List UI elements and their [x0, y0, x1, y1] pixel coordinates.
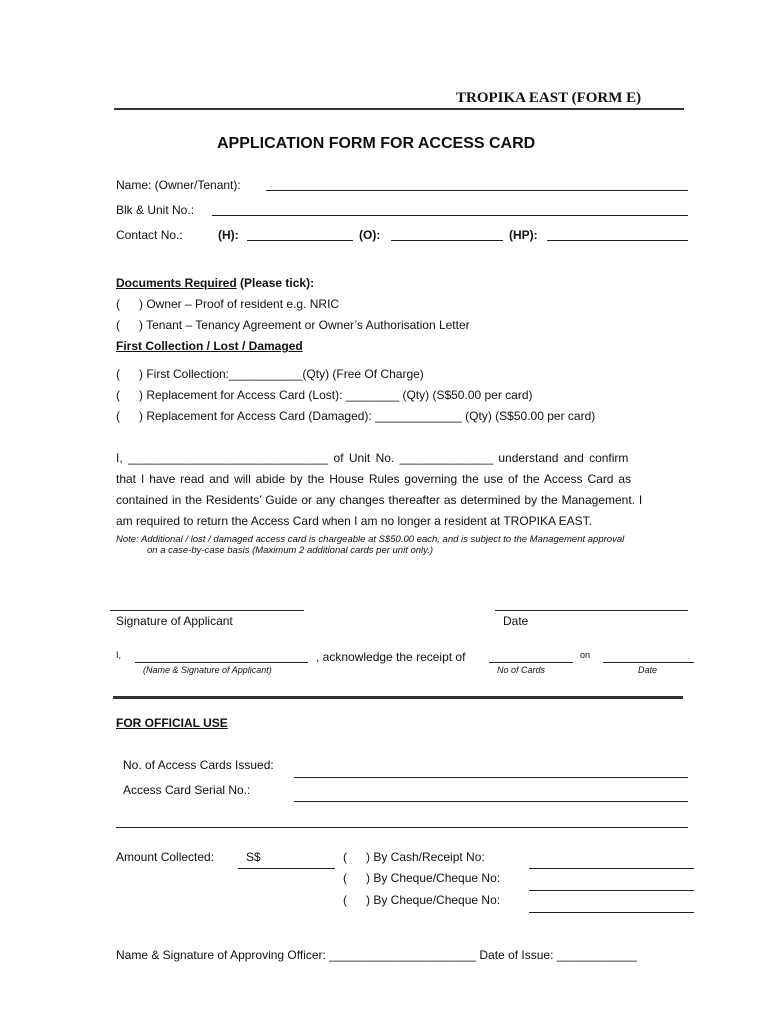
- collection-heading: First Collection / Lost / Damaged: [116, 339, 303, 353]
- cheque-no-field-2[interactable]: [529, 912, 694, 913]
- contact-label: Contact No.:: [116, 228, 183, 242]
- on-text: on: [580, 650, 591, 660]
- lost-checkbox[interactable]: (: [116, 388, 120, 402]
- header-rule: [114, 108, 684, 110]
- receipt-date-line[interactable]: [603, 662, 694, 663]
- name-label: Name: (Owner/Tenant):: [116, 178, 241, 192]
- office-phone-label: (O):: [359, 228, 381, 242]
- office-phone-field[interactable]: [391, 240, 503, 241]
- name-field[interactable]: [266, 190, 688, 191]
- blk-unit-field[interactable]: [212, 215, 688, 216]
- damaged-checkbox[interactable]: (: [116, 409, 120, 423]
- note-line-2: on a case-by-case basis (Maximum 2 additional cards per unit only.): [147, 545, 434, 556]
- section-divider: [113, 696, 683, 699]
- documents-heading-suffix: (Please tick):: [240, 276, 315, 290]
- official-heading: FOR OFFICIAL USE: [116, 716, 228, 730]
- receipt-name-line[interactable]: [135, 662, 308, 663]
- receipt-i: I,: [116, 650, 122, 660]
- page-title: APPLICATION FORM FOR ACCESS CARD: [217, 135, 536, 152]
- date-label: Date: [503, 614, 529, 628]
- serial-field[interactable]: [294, 801, 688, 802]
- serial-label: Access Card Serial No.:: [123, 783, 251, 797]
- cash-checkbox[interactable]: (: [343, 850, 347, 864]
- documents-heading: [116, 276, 314, 290]
- handphone-label: (HP):: [509, 228, 538, 242]
- acknowledge-text: , acknowledge the receipt of: [316, 650, 466, 664]
- declaration-line-4: am required to return the Access Card when I am no longer a resident at TROPIKA EAST.: [116, 514, 593, 528]
- cheque-option-1: ) By Cheque/Cheque No:: [366, 871, 501, 885]
- date-line[interactable]: [495, 610, 688, 611]
- date-caption: Date: [638, 665, 658, 675]
- cheque-no-field-1[interactable]: [529, 890, 694, 891]
- blk-label: Blk & Unit No.:: [116, 203, 195, 217]
- home-phone-label: (H):: [218, 228, 239, 242]
- amount-field[interactable]: [238, 868, 335, 869]
- approving-officer-line: Name & Signature of Approving Officer: ______________________ Date of Issue: ____________: [116, 948, 637, 962]
- no-of-cards-caption: No of Cards: [497, 665, 546, 675]
- first-collection-checkbox[interactable]: (: [116, 367, 120, 381]
- cheque-checkbox-2[interactable]: (: [343, 893, 347, 907]
- first-collection-option: ) First Collection:___________(Qty) (Free Of Charge): [139, 367, 424, 381]
- lost-option: ) Replacement for Access Card (Lost): ________ (Qty) (S$50.00 per card): [139, 388, 533, 402]
- applicant-signature-label: Signature of Applicant: [116, 614, 233, 628]
- currency-label: S$: [246, 850, 261, 864]
- declaration-line-3: contained in the Residents’ Guide or any changes thereafter as determined by the Management. I: [116, 493, 643, 507]
- name-signature-caption: (Name & Signature of Applicant): [143, 665, 272, 675]
- cards-issued-label: No. of Access Cards Issued:: [123, 758, 274, 772]
- documents-heading-text: Documents Required: [116, 276, 237, 290]
- cheque-option-2: ) By Cheque/Cheque No:: [366, 893, 501, 907]
- note-line-1: Note: Additional / lost / damaged access card is chargeable at S$50.00 each, and is subject to the Management approval: [116, 534, 625, 545]
- cards-issued-field[interactable]: [294, 777, 688, 778]
- tenant-option: ) Tenant – Tenancy Agreement or Owner’s Authorisation Letter: [139, 318, 470, 332]
- damaged-option: ) Replacement for Access Card (Damaged): _____________ (Qty) (S$50.00 per card): [139, 409, 596, 423]
- declaration-line-1: I, ______________________________ of Unit No. ______________ understand and confirm: [116, 451, 629, 465]
- amount-label: Amount Collected:: [116, 850, 215, 864]
- applicant-signature-line[interactable]: [110, 610, 304, 611]
- cash-option: ) By Cash/Receipt No:: [366, 850, 485, 864]
- owner-option: ) Owner – Proof of resident e.g. NRIC: [139, 297, 340, 311]
- home-phone-field[interactable]: [247, 240, 353, 241]
- receipt-no-field[interactable]: [529, 868, 694, 869]
- tenant-checkbox[interactable]: (: [116, 318, 120, 332]
- owner-checkbox[interactable]: (: [116, 297, 120, 311]
- handphone-field[interactable]: [547, 240, 688, 241]
- form-id: TROPIKA EAST (FORM E): [456, 90, 642, 106]
- declaration-line-2: that I have read and will abide by the House Rules governing the use of the Access Card as: [116, 472, 632, 486]
- cheque-checkbox-1[interactable]: (: [343, 871, 347, 885]
- serial-field-2[interactable]: [116, 827, 688, 828]
- no-of-cards-line[interactable]: [489, 662, 573, 663]
